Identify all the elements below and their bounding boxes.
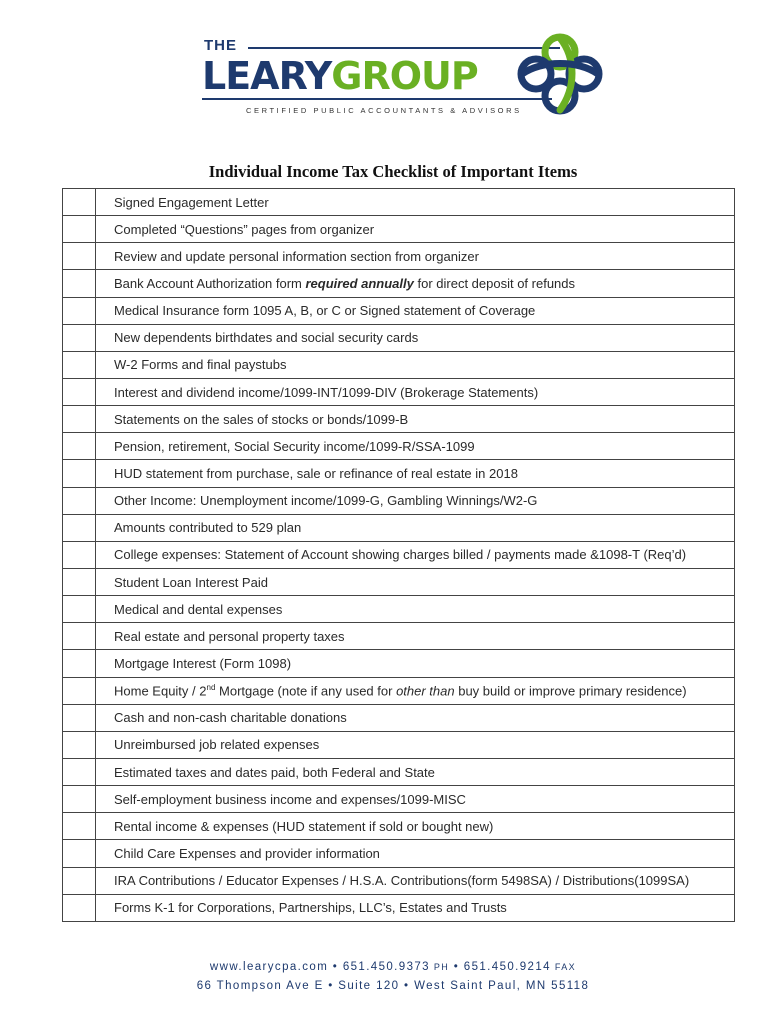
- checklist-item-text: Mortgage Interest (Form 1098): [96, 650, 735, 677]
- item-text-part: Bank Account Authorization form: [114, 275, 306, 291]
- checklist-item-text: Rental income & expenses (HUD statement if sold or bought new): [96, 813, 735, 840]
- checklist-row: [63, 324, 735, 351]
- checklist-item-text: Student Loan Interest Paid: [96, 568, 735, 595]
- checklist-row: [63, 243, 735, 270]
- checklist-item-text: Medical and dental expenses: [96, 596, 735, 623]
- company-logo: [200, 28, 620, 123]
- checklist-row: [63, 731, 735, 758]
- checkbox-cell[interactable]: [63, 189, 96, 216]
- footer-fax: 651.450.9214: [463, 961, 551, 973]
- checklist-row: [63, 867, 735, 894]
- checklist-row: [63, 568, 735, 595]
- item-superscript: nd: [206, 682, 216, 692]
- celtic-knot-icon: [506, 28, 614, 123]
- checkbox-cell[interactable]: [63, 894, 96, 921]
- checkbox-cell[interactable]: [63, 731, 96, 758]
- checklist-item-text: Statements on the sales of stocks or bonds/1099-B: [96, 406, 735, 433]
- checkbox-cell[interactable]: [63, 867, 96, 894]
- checklist-row: [63, 623, 735, 650]
- checkbox-cell[interactable]: [63, 460, 96, 487]
- checkbox-cell[interactable]: [63, 541, 96, 568]
- checklist-item-text: HUD statement from purchase, sale or refinance of real estate in 2018: [96, 460, 735, 487]
- checklist-row: [63, 894, 735, 921]
- checkbox-cell[interactable]: [63, 487, 96, 514]
- checklist-item-text: Self-employment business income and expenses/1099-MISC: [96, 786, 735, 813]
- checkbox-cell[interactable]: [63, 677, 96, 704]
- checklist-item-text: Child Care Expenses and provider information: [96, 840, 735, 867]
- checklist-item-text: Real estate and personal property taxes: [96, 623, 735, 650]
- item-text-part: buy build or improve primary residence): [454, 683, 687, 699]
- checklist-row: [63, 840, 735, 867]
- checklist-item-text: [96, 270, 735, 297]
- checkbox-cell[interactable]: [63, 840, 96, 867]
- checklist-row: [63, 677, 735, 704]
- page-title: Individual Income Tax Checklist of Important Items: [208, 162, 578, 181]
- checklist-row: [63, 433, 735, 460]
- checkbox-cell[interactable]: [63, 568, 96, 595]
- item-text-part: Home Equity / 2: [114, 683, 207, 699]
- checklist-item-text: [96, 677, 735, 704]
- checklist-row: [63, 650, 735, 677]
- checklist-item-text: Other Income: Unemployment income/1099-G, Gambling Winnings/W2-G: [96, 487, 735, 514]
- footer-address: 66 Thompson Ave E • Suite 120 • West Saint Paul, MN 55118: [196, 980, 590, 992]
- checklist-item-text: Review and update personal information section from organizer: [96, 243, 735, 270]
- item-text-part: Mortgage (note if any used for: [215, 683, 397, 699]
- checklist-row: [63, 704, 735, 731]
- checkbox-cell[interactable]: [63, 324, 96, 351]
- checklist-row: [63, 216, 735, 243]
- checklist-row: [63, 460, 735, 487]
- checklist-item-text: W-2 Forms and final paystubs: [96, 351, 735, 378]
- checkbox-cell[interactable]: [63, 243, 96, 270]
- logo-bottom-rule: [202, 98, 552, 100]
- checkbox-cell[interactable]: [63, 786, 96, 813]
- checkbox-cell[interactable]: [63, 378, 96, 405]
- logo-leary-text: LEARY: [202, 54, 332, 98]
- checklist-item-text: Pension, retirement, Social Security income/1099-R/SSA-1099: [96, 433, 735, 460]
- checklist-item-text: Completed “Questions” pages from organizer: [96, 216, 735, 243]
- checkbox-cell[interactable]: [63, 216, 96, 243]
- footer-separator: •: [328, 961, 343, 973]
- checklist-row: [63, 189, 735, 216]
- checklist-item-text: Cash and non-cash charitable donations: [96, 704, 735, 731]
- logo-the-text: THE: [204, 37, 237, 54]
- checklist-row: [63, 514, 735, 541]
- checklist-item-text: Unreimbursed job related expenses: [96, 731, 735, 758]
- footer-separator: •: [449, 961, 464, 973]
- footer-fax-label: FAX: [550, 962, 577, 972]
- checklist-table: [62, 188, 735, 922]
- checklist-item-text: Medical Insurance form 1095 A, B, or C or Signed statement of Coverage: [96, 297, 735, 324]
- checklist-row: [63, 378, 735, 405]
- checkbox-cell[interactable]: [63, 514, 96, 541]
- checkbox-cell[interactable]: [63, 351, 96, 378]
- checklist-row: [63, 351, 735, 378]
- checkbox-cell[interactable]: [63, 596, 96, 623]
- checkbox-cell[interactable]: [63, 758, 96, 785]
- item-text-part: for direct deposit of refunds: [413, 275, 576, 291]
- checklist-row: [63, 813, 735, 840]
- logo-tagline: CERTIFIED PUBLIC ACCOUNTANTS & ADVISORS: [246, 106, 522, 115]
- logo-wordmark: [202, 54, 478, 98]
- footer-website[interactable]: www.learycpa.com: [209, 961, 329, 973]
- checkbox-cell[interactable]: [63, 650, 96, 677]
- checklist-item-text: Forms K-1 for Corporations, Partnerships, LLC’s, Estates and Trusts: [96, 894, 735, 921]
- checkbox-cell[interactable]: [63, 704, 96, 731]
- checklist-row: [63, 541, 735, 568]
- checklist-row: [63, 596, 735, 623]
- checklist-item-text: College expenses: Statement of Account showing charges billed / payments made &1098-T (Req’d): [96, 541, 735, 568]
- item-emphasis: required annually: [305, 275, 414, 291]
- checklist-item-text: Interest and dividend income/1099-INT/1099-DIV (Brokerage Statements): [96, 378, 735, 405]
- page-footer: [0, 958, 770, 996]
- checklist-item-text: IRA Contributions / Educator Expenses / H.S.A. Contributions(form 5498SA) / Distributions(1099SA): [96, 867, 735, 894]
- footer-phone: 651.450.9373: [342, 961, 430, 973]
- checklist-row: [63, 758, 735, 785]
- checklist-item-text: Estimated taxes and dates paid, both Federal and State: [96, 758, 735, 785]
- checkbox-cell[interactable]: [63, 433, 96, 460]
- checklist-row: [63, 487, 735, 514]
- item-italic: other than: [396, 683, 455, 699]
- checklist-row: [63, 270, 735, 297]
- checkbox-cell[interactable]: [63, 813, 96, 840]
- checkbox-cell[interactable]: [63, 270, 96, 297]
- checklist-row: [63, 786, 735, 813]
- checkbox-cell[interactable]: [63, 297, 96, 324]
- checklist-row: [63, 297, 735, 324]
- logo-group-text: GROUP: [331, 54, 478, 98]
- footer-contact-line: [0, 958, 770, 977]
- checkbox-cell[interactable]: [63, 406, 96, 433]
- checklist-row: [63, 406, 735, 433]
- checkbox-cell[interactable]: [63, 623, 96, 650]
- footer-phone-label: PH: [429, 962, 450, 972]
- checklist-item-text: Signed Engagement Letter: [96, 189, 735, 216]
- checklist-item-text: Amounts contributed to 529 plan: [96, 514, 735, 541]
- checklist-item-text: New dependents birthdates and social security cards: [96, 324, 735, 351]
